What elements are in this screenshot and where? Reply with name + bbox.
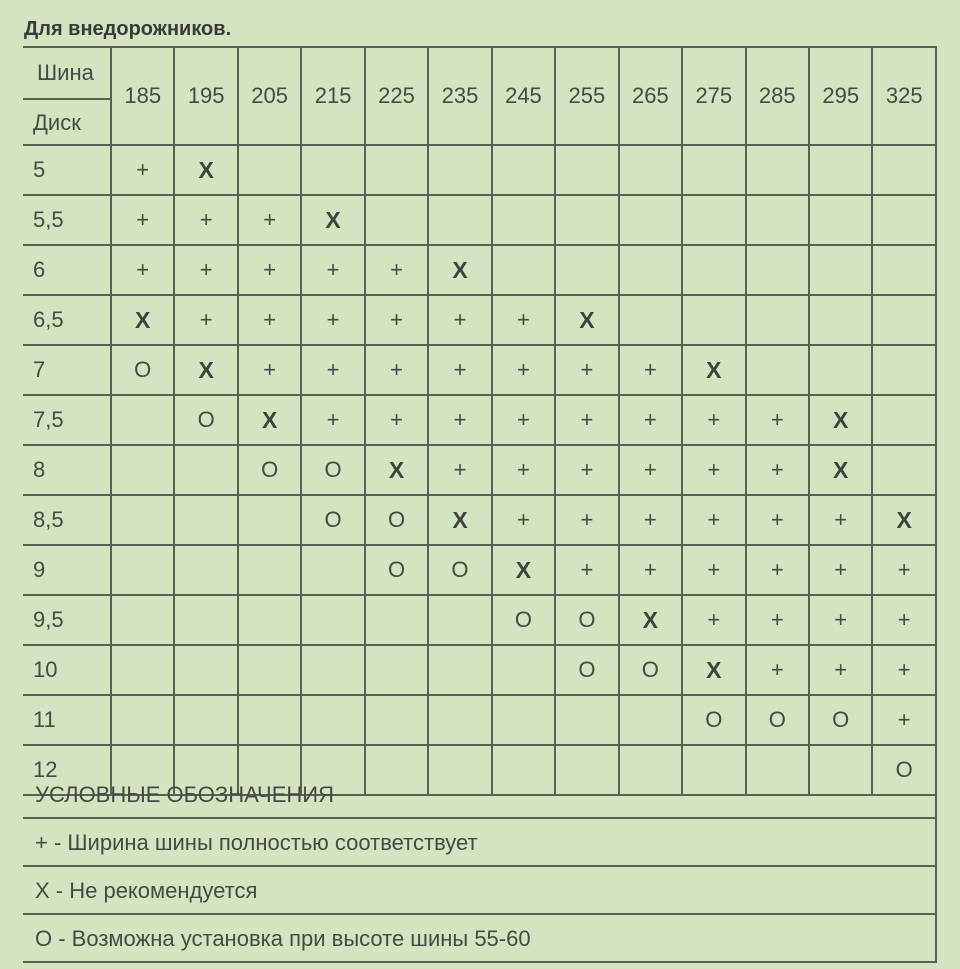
compatibility-cell: X: [428, 495, 491, 545]
compatibility-cell: [746, 145, 809, 195]
compatibility-cell: [301, 595, 364, 645]
table-row: [23, 445, 936, 495]
compatibility-cell: [682, 245, 745, 295]
compatibility-cell: O: [492, 595, 555, 645]
compatibility-cell: [809, 195, 872, 245]
tire-width-header: 255: [555, 47, 618, 145]
table-row: [23, 245, 936, 295]
compatibility-cell: +: [428, 395, 491, 445]
compatibility-cell: O: [746, 695, 809, 745]
compatibility-cell: [238, 545, 301, 595]
compatibility-cell: O: [555, 595, 618, 645]
compatibility-cell: +: [619, 395, 682, 445]
compatibility-cell: [492, 145, 555, 195]
compatibility-cell: [682, 195, 745, 245]
legend-item-x: X - Не рекомендуется: [23, 867, 937, 915]
compatibility-cell: O: [174, 395, 237, 445]
tire-width-header: 205: [238, 47, 301, 145]
compatibility-cell: +: [428, 295, 491, 345]
compatibility-cell: +: [174, 195, 237, 245]
table-row: [23, 295, 936, 345]
compatibility-cell: +: [555, 495, 618, 545]
disk-width-label: 6: [23, 245, 111, 295]
compatibility-cell: +: [872, 595, 936, 645]
compatibility-cell: X: [682, 645, 745, 695]
tire-width-header: 235: [428, 47, 491, 145]
tire-width-header: 225: [365, 47, 428, 145]
compatibility-cell: +: [238, 295, 301, 345]
compatibility-cell: [238, 645, 301, 695]
compatibility-cell: +: [301, 395, 364, 445]
compatibility-cell: [619, 145, 682, 195]
compatibility-cell: +: [492, 295, 555, 345]
compatibility-cell: [872, 145, 936, 195]
compatibility-cell: +: [492, 345, 555, 395]
compatibility-cell: +: [365, 395, 428, 445]
compatibility-cell: [174, 695, 237, 745]
compatibility-cell: +: [111, 145, 174, 195]
compatibility-cell: [365, 145, 428, 195]
compatibility-cell: [682, 295, 745, 345]
table-row: [23, 495, 936, 545]
page-title: Для внедорожников.: [24, 18, 232, 40]
compatibility-cell: +: [682, 495, 745, 545]
compatibility-cell: [174, 645, 237, 695]
compatibility-cell: [301, 645, 364, 695]
compatibility-cell: +: [428, 445, 491, 495]
compatibility-table: [23, 46, 937, 796]
compatibility-cell: [492, 645, 555, 695]
compatibility-cell: +: [809, 545, 872, 595]
table-row: [23, 145, 936, 195]
compatibility-cell: [746, 195, 809, 245]
compatibility-cell: [174, 495, 237, 545]
compatibility-cell: O: [365, 495, 428, 545]
compatibility-cell: [746, 245, 809, 295]
compatibility-cell: +: [301, 345, 364, 395]
compatibility-cell: [555, 195, 618, 245]
compatibility-cell: [872, 295, 936, 345]
compatibility-cell: +: [111, 195, 174, 245]
compatibility-cell: +: [555, 545, 618, 595]
compatibility-cell: X: [555, 295, 618, 345]
compatibility-cell: [111, 445, 174, 495]
compatibility-cell: X: [809, 445, 872, 495]
compatibility-cell: +: [492, 395, 555, 445]
header-row: [23, 47, 936, 145]
compatibility-cell: X: [174, 145, 237, 195]
compatibility-cell: +: [111, 245, 174, 295]
compatibility-cell: +: [619, 445, 682, 495]
compatibility-cell: [428, 145, 491, 195]
compatibility-cell: X: [111, 295, 174, 345]
compatibility-cell: [619, 195, 682, 245]
tire-width-header: 265: [619, 47, 682, 145]
compatibility-cell: +: [365, 345, 428, 395]
disk-width-label: 11: [23, 695, 111, 745]
compatibility-cell: [111, 595, 174, 645]
compatibility-cell: [809, 145, 872, 195]
compatibility-cell: [365, 195, 428, 245]
compatibility-cell: [365, 595, 428, 645]
compatibility-cell: X: [619, 595, 682, 645]
compatibility-cell: [428, 695, 491, 745]
tire-width-header: 275: [682, 47, 745, 145]
compatibility-cell: X: [492, 545, 555, 595]
compatibility-cell: +: [492, 445, 555, 495]
compatibility-cell: [111, 495, 174, 545]
compatibility-cell: O: [428, 545, 491, 595]
compatibility-cell: O: [619, 645, 682, 695]
compatibility-cell: [492, 195, 555, 245]
tire-width-header: 215: [301, 47, 364, 145]
compatibility-cell: +: [174, 245, 237, 295]
compatibility-cell: +: [365, 295, 428, 345]
compatibility-cell: X: [872, 495, 936, 545]
compatibility-cell: [872, 445, 936, 495]
compatibility-cell: +: [872, 545, 936, 595]
compatibility-cell: [555, 245, 618, 295]
compatibility-cell: +: [809, 645, 872, 695]
disk-width-label: 8,5: [23, 495, 111, 545]
compatibility-cell: +: [682, 545, 745, 595]
compatibility-cell: +: [746, 395, 809, 445]
compatibility-cell: O: [301, 495, 364, 545]
compatibility-cell: +: [238, 195, 301, 245]
compatibility-cell: O: [365, 545, 428, 595]
compatibility-cell: +: [872, 695, 936, 745]
compatibility-cell: +: [365, 245, 428, 295]
compatibility-cell: X: [174, 345, 237, 395]
tire-width-header: 245: [492, 47, 555, 145]
disk-width-label: 10: [23, 645, 111, 695]
compatibility-cell: [238, 595, 301, 645]
compatibility-cell: [174, 545, 237, 595]
compatibility-cell: O: [872, 745, 936, 795]
tire-width-header: 285: [746, 47, 809, 145]
compatibility-cell: [111, 545, 174, 595]
compatibility-cell: [301, 695, 364, 745]
compatibility-cell: [619, 295, 682, 345]
table-row: [23, 345, 936, 395]
table-row: [23, 195, 936, 245]
compatibility-cell: [428, 195, 491, 245]
compatibility-cell: [238, 495, 301, 545]
compatibility-cell: [301, 145, 364, 195]
tire-width-header: 325: [872, 47, 936, 145]
compatibility-cell: [301, 545, 364, 595]
compatibility-cell: +: [872, 645, 936, 695]
disk-width-label: 5: [23, 145, 111, 195]
disk-width-label: 9,5: [23, 595, 111, 645]
compatibility-cell: X: [682, 345, 745, 395]
compatibility-cell: +: [492, 495, 555, 545]
compatibility-cell: [746, 295, 809, 345]
compatibility-cell: O: [238, 445, 301, 495]
corner-header-cell: [23, 47, 111, 145]
disk-width-label: 7: [23, 345, 111, 395]
compatibility-cell: X: [238, 395, 301, 445]
compatibility-cell: O: [555, 645, 618, 695]
compatibility-cell: [555, 145, 618, 195]
compatibility-cell: X: [428, 245, 491, 295]
compatibility-cell: +: [238, 245, 301, 295]
table-row: [23, 595, 936, 645]
table-row: [23, 645, 936, 695]
disk-width-label: 5,5: [23, 195, 111, 245]
legend: [23, 771, 937, 963]
legend-item-plus: + - Ширина шины полностью соответствует: [23, 819, 937, 867]
compatibility-cell: [682, 145, 745, 195]
compatibility-cell: +: [619, 345, 682, 395]
compatibility-cell: O: [809, 695, 872, 745]
table-row: [23, 545, 936, 595]
compatibility-cell: X: [365, 445, 428, 495]
compatibility-cell: X: [301, 195, 364, 245]
tire-width-header: 185: [111, 47, 174, 145]
compatibility-cell: +: [746, 595, 809, 645]
compatibility-cell: +: [428, 345, 491, 395]
compatibility-cell: [238, 145, 301, 195]
table-row: [23, 395, 936, 445]
table-row: [23, 695, 936, 745]
compatibility-cell: [365, 695, 428, 745]
compatibility-cell: +: [746, 545, 809, 595]
compatibility-cell: +: [682, 395, 745, 445]
tire-width-header: 195: [174, 47, 237, 145]
compatibility-cell: +: [746, 645, 809, 695]
compatibility-cell: +: [555, 395, 618, 445]
legend-heading: УСЛОВНЫЕ ОБОЗНАЧЕНИЯ: [23, 771, 937, 819]
compatibility-cell: [365, 645, 428, 695]
compatibility-cell: [174, 445, 237, 495]
compatibility-cell: +: [746, 495, 809, 545]
compatibility-cell: +: [682, 595, 745, 645]
compatibility-cell: [492, 245, 555, 295]
compatibility-cell: +: [746, 445, 809, 495]
legend-item-o: O - Возможна установка при высоте шины 55-60: [23, 915, 937, 963]
tire-width-header: 295: [809, 47, 872, 145]
compatibility-cell: +: [555, 345, 618, 395]
compatibility-cell: +: [238, 345, 301, 395]
compatibility-cell: [872, 345, 936, 395]
compatibility-cell: +: [809, 595, 872, 645]
compatibility-cell: O: [301, 445, 364, 495]
disk-width-label: 7,5: [23, 395, 111, 445]
tire-axis-label: Шина: [23, 48, 110, 100]
compatibility-cell: [238, 695, 301, 745]
compatibility-cell: [809, 245, 872, 295]
compatibility-cell: [111, 695, 174, 745]
compatibility-cell: [746, 345, 809, 395]
compatibility-cell: X: [809, 395, 872, 445]
compatibility-cell: [111, 645, 174, 695]
compatibility-cell: +: [301, 245, 364, 295]
compatibility-cell: +: [619, 545, 682, 595]
compatibility-cell: [428, 595, 491, 645]
compatibility-cell: [174, 595, 237, 645]
compatibility-cell: +: [619, 495, 682, 545]
compatibility-cell: [872, 245, 936, 295]
compatibility-cell: [111, 395, 174, 445]
compatibility-cell: [619, 695, 682, 745]
compatibility-cell: [619, 245, 682, 295]
compatibility-cell: [428, 645, 491, 695]
compatibility-cell: [872, 395, 936, 445]
compatibility-cell: +: [174, 295, 237, 345]
compatibility-cell: +: [555, 445, 618, 495]
compatibility-cell: [555, 695, 618, 745]
compatibility-cell: +: [301, 295, 364, 345]
disk-width-label: 8: [23, 445, 111, 495]
disk-width-label: 6,5: [23, 295, 111, 345]
compatibility-cell: [492, 695, 555, 745]
compatibility-cell: O: [111, 345, 174, 395]
compatibility-cell: +: [682, 445, 745, 495]
disk-width-label: 12: [23, 745, 111, 795]
compatibility-cell: [872, 195, 936, 245]
disk-width-label: 9: [23, 545, 111, 595]
compatibility-cell: O: [682, 695, 745, 745]
compatibility-cell: [809, 345, 872, 395]
compatibility-cell: [809, 295, 872, 345]
compatibility-cell: +: [809, 495, 872, 545]
disk-axis-label: Диск: [33, 110, 81, 135]
